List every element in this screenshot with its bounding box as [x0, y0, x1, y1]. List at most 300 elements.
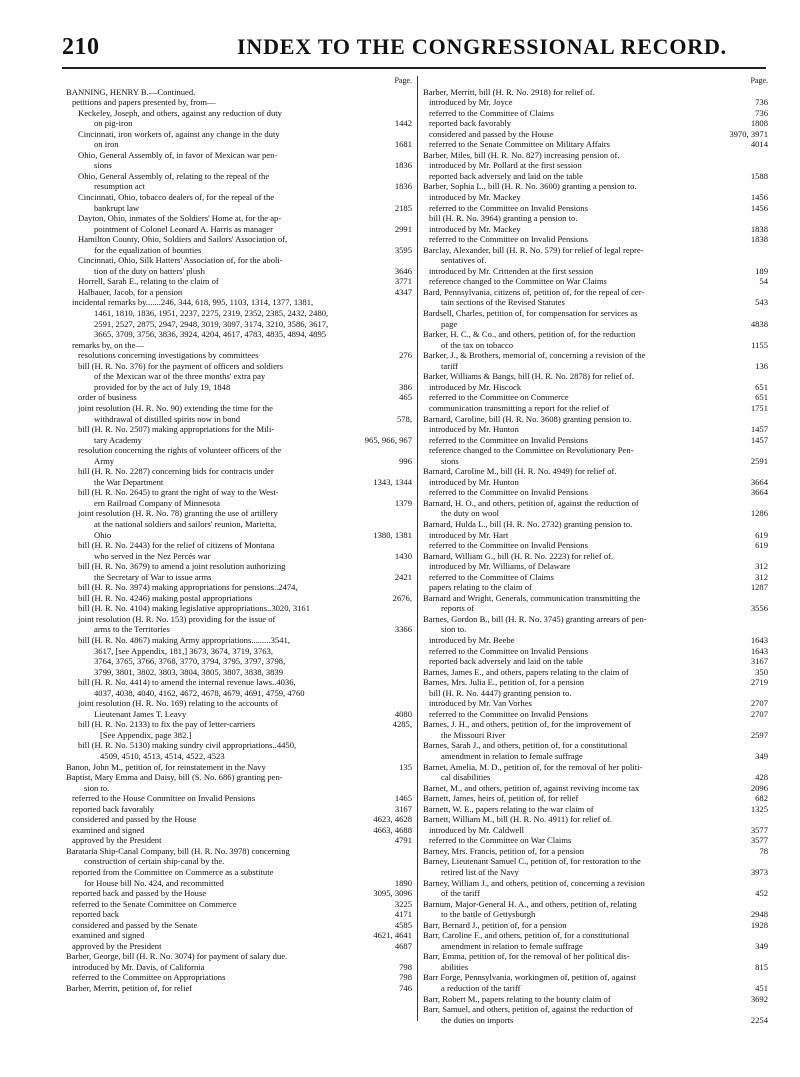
entry-text: of the Mexican war of the three months' extra pay	[94, 371, 266, 382]
entry-page-ref: 276	[399, 350, 412, 361]
entry-text: Barber, Miles, bill (H. R. No. 827) increasing pension of.	[423, 149, 620, 160]
index-entry	[66, 751, 412, 762]
entry-page-ref: 1465	[394, 793, 412, 804]
entry-text: reported back and passed by the House	[72, 888, 207, 899]
index-entry	[66, 477, 412, 488]
entry-page-ref: 1379	[394, 497, 412, 508]
entry-text: amendment in relation to female suffrage	[441, 751, 583, 761]
index-entry	[66, 181, 412, 192]
entry-text: bill (H. R. No. 2443) for the relief of citizens of Montana	[78, 540, 275, 551]
index-entry	[423, 646, 768, 657]
index-entry	[423, 593, 768, 604]
entry-page-ref: 651	[755, 392, 768, 403]
index-entry	[423, 698, 768, 709]
index-entry	[423, 519, 768, 530]
entry-text: Barr Forge, Pennsylvania, workingmen of, petition of, against	[423, 972, 636, 983]
entry-text: reported back favorably	[72, 803, 155, 814]
index-entry	[423, 688, 768, 699]
index-entry	[423, 740, 768, 751]
index-entry	[423, 941, 768, 952]
index-entry	[66, 804, 412, 815]
index-entry	[423, 171, 768, 182]
entry-text: Barclay, Alexander, bill (H. R. No. 579) for relief of legal repre-	[423, 244, 644, 255]
index-entry	[66, 814, 412, 825]
entry-text: referred to the House Committee on Invalid Pensions	[72, 793, 256, 804]
entry-page-ref: 4347	[394, 286, 412, 297]
entry-text: Barnard, Caroline M., bill (H. R. No. 4949) for relief of.	[423, 466, 617, 477]
entry-page-ref: 2991	[394, 223, 412, 234]
entry-page-ref: 4687	[394, 940, 412, 951]
left-column	[66, 76, 412, 1066]
entry-page-ref: 3366	[394, 624, 412, 635]
entry-text: papers relating to the claim of	[429, 582, 532, 593]
entry-text: Barker, J., & Brothers, memorial of, concerning a revision of the	[423, 350, 646, 361]
entry-text: for the equalization of bounties	[94, 244, 202, 255]
entry-text: introduced by Mr. Caldwell	[429, 824, 524, 835]
entry-text: Halbauer, Jacob, for a pension	[78, 286, 183, 297]
entry-text: reported back adversely and laid on the table	[429, 170, 583, 181]
index-entry	[423, 867, 768, 878]
entry-text: bill (H. R. No. 3974) making appropriations for pensions..2474,	[78, 582, 298, 593]
entry-text: [See Appendix, page 382.]	[100, 729, 192, 740]
index-entry	[423, 118, 768, 129]
right-column	[423, 76, 768, 1066]
index-entry	[66, 656, 412, 667]
entry-text: reported from the Committee on Commerce as a substitute	[72, 867, 274, 878]
index-entry	[423, 382, 768, 393]
entry-text: referred to the Committee of Claims	[429, 107, 554, 118]
entry-text: introduced by Mr. Hart	[429, 529, 509, 540]
entry-text: introduced by Mr. Crittenden at the first session	[429, 265, 594, 276]
index-entry	[423, 624, 768, 635]
entry-page-ref: 1380, 1381	[373, 529, 412, 540]
index-entry	[423, 825, 768, 836]
entry-text: reports of	[441, 603, 475, 614]
entry-page-ref: 4838	[750, 318, 768, 329]
entry-text: introduced by Mr. Hunton	[429, 424, 519, 435]
entry-text: bankrupt law	[94, 202, 140, 213]
index-entry	[423, 930, 768, 941]
index-entry	[66, 730, 412, 741]
entry-text: Barber, Sophia L., bill (H. R. No. 3600) granting a pension to.	[423, 181, 637, 192]
index-entry	[423, 1004, 768, 1015]
entry-text: Barr, Emma, petition of, for the removal of her political dis-	[423, 951, 630, 962]
entry-text: considered and passed by the Senate	[72, 919, 198, 930]
index-entry	[66, 962, 412, 973]
entry-page-ref: 1808	[750, 118, 768, 129]
index-entry	[66, 276, 412, 287]
entry-text: Barnard, Hulda L., bill (H. R. No. 2732) granting pension to.	[423, 518, 633, 529]
entry-text: the duty on wool	[441, 508, 500, 519]
entry-text: construction of certain ship-canal by the.	[84, 856, 225, 867]
entry-page-ref: 136	[755, 360, 768, 371]
index-entry	[66, 340, 412, 351]
entry-text: bill (H. R. No. 2645) to grant the right of way to the West-	[78, 487, 279, 498]
index-entry	[66, 297, 412, 308]
entry-text: resolution concerning the rights of volunteer officers of the	[78, 445, 282, 456]
entry-page-ref: 815	[755, 961, 768, 972]
header-rule	[62, 67, 766, 69]
index-entry	[66, 772, 412, 783]
page-column-heading: Page.	[750, 76, 768, 85]
entry-page-ref: 965, 966, 967	[364, 434, 412, 445]
index-entry	[66, 909, 412, 920]
entry-text: Barataria Ship-Canal Company, bill (H. R. No. 3978) concerning	[66, 845, 290, 856]
index-entry	[66, 435, 412, 446]
index-entry	[423, 287, 768, 298]
index-entry	[423, 97, 768, 108]
entry-text: Barr, Samuel, and others, petition of, against the reduction of	[423, 1004, 633, 1015]
index-entry	[66, 498, 412, 509]
index-entry	[66, 108, 412, 119]
entry-page-ref: 451	[755, 983, 768, 994]
entry-page-ref: 3646	[394, 265, 412, 276]
entry-page-ref: 78	[759, 845, 768, 856]
entry-text: Barnard, H. O., and others, petition of, against the reduction of	[423, 497, 639, 508]
entry-text: Barnard, William G., bill (H. R. No. 2223) for relief of.	[423, 550, 614, 561]
entry-text: for House bill No. 424, and recommitted	[84, 877, 224, 888]
entry-page-ref: 135	[399, 761, 412, 772]
entry-text: tain sections of the Revised Statutes	[441, 297, 565, 308]
entry-page-ref: 2591	[750, 455, 768, 466]
entry-text: referred to the Committee on War Claims	[429, 835, 572, 846]
entry-page-ref: 1588	[750, 170, 768, 181]
entry-text: who served in the Nez Percés war	[94, 550, 211, 561]
entry-text: Barber, Merritt, petition of, for relief	[66, 983, 193, 994]
entry-page-ref: 3095, 3096	[373, 888, 412, 899]
index-entry	[66, 160, 412, 171]
entry-page-ref: 349	[755, 751, 768, 761]
entry-page-ref: 2597	[750, 729, 768, 740]
index-entry	[423, 603, 768, 614]
entry-text: reported back adversely and laid on the table	[429, 656, 583, 667]
entry-text: Barnard, Caroline, bill (H. R. No. 3608) granting pension to.	[423, 413, 632, 424]
index-entry	[423, 361, 768, 372]
entry-page-ref: 578,	[396, 413, 412, 424]
index-entry	[66, 392, 412, 403]
index-entry	[66, 329, 412, 340]
entry-page-ref: 3692	[750, 993, 768, 1004]
entry-text: referred to the Senate Committee on Commerce	[72, 898, 237, 909]
entry-page-ref: 1836	[394, 160, 412, 171]
entry-page-ref: 4791	[394, 835, 412, 846]
entry-page-ref: 2719	[750, 677, 768, 688]
entry-text: bill (H. R. No. 4867) making Army appropriations.........3541,	[78, 634, 290, 645]
entry-text: Barker, H. C., & Co., and others, petition of, for the reduction	[423, 329, 636, 340]
entry-text: considered and passed by the House	[72, 814, 197, 825]
index-entry	[423, 424, 768, 435]
index-entry	[423, 445, 768, 456]
entry-text: examined and signed	[72, 930, 145, 941]
index-entry	[66, 540, 412, 551]
index-entry	[66, 403, 412, 414]
index-entry	[423, 329, 768, 340]
entry-text: Barney, William J., and others, petition of, concerning a revision	[423, 877, 645, 888]
index-entry	[66, 688, 412, 699]
entry-page-ref: 2185	[394, 202, 412, 213]
index-entry	[423, 835, 768, 846]
entry-text: introduced by Mr. Davis, of California	[72, 961, 205, 972]
index-entry	[66, 593, 412, 604]
index-entry	[423, 129, 768, 140]
entry-page-ref: 4080	[394, 708, 412, 719]
entry-text: a reduction of the tariff	[441, 983, 521, 994]
entry-page-ref: 2948	[750, 909, 768, 920]
index-entry	[423, 814, 768, 825]
entry-text: Barnes, Gordon B., bill (H. R. No. 3745) granting arrears of pen-	[423, 613, 647, 624]
entry-text: bill (H. R. No. 3679) to amend a joint resolution authorizing	[78, 561, 286, 572]
index-entry	[423, 888, 768, 899]
entry-text: sions	[94, 160, 112, 171]
entry-page-ref: 1155	[751, 339, 768, 350]
entry-text: 3665, 3709, 3756, 3836, 3924, 4204, 4617, 4783, 4835, 4894, 4895	[94, 329, 327, 340]
index-entry	[66, 867, 412, 878]
index-entry	[423, 856, 768, 867]
entry-page-ref: 1643	[750, 634, 768, 645]
index-entry	[423, 319, 768, 330]
entry-text: sion to.	[84, 782, 110, 793]
entry-page-ref: 54	[759, 276, 768, 287]
entry-text: 2591, 2527, 2875, 2947, 2948, 3019, 3097, 3174, 3210, 3586, 3617,	[94, 318, 329, 329]
index-entry	[423, 551, 768, 562]
index-entry	[423, 203, 768, 214]
index-entry	[423, 308, 768, 319]
index-entry	[66, 614, 412, 625]
entry-text: bill (H. R. No. 3964) granting a pension to.	[429, 213, 578, 224]
entry-page-ref: 428	[755, 772, 768, 783]
index-entry	[423, 635, 768, 646]
entry-text: Barr, Bernard J., petition of, for a pension	[423, 919, 567, 930]
entry-page-ref: 543	[755, 297, 768, 308]
entry-text: Ohio, General Assembly of, relating to the repeal of the	[78, 170, 270, 181]
index-entry	[66, 245, 412, 256]
index-entry	[66, 561, 412, 572]
entry-page-ref: 3771	[394, 276, 412, 287]
entry-page-ref: 1457	[750, 434, 768, 445]
entry-text: reported back	[72, 909, 120, 920]
entry-text: introduced by Mr. Mackey	[429, 223, 521, 234]
entry-page-ref: 1838	[750, 234, 768, 245]
entry-page-ref: 1430	[394, 550, 412, 561]
entry-page-ref: 1681	[394, 139, 412, 150]
index-entry	[423, 255, 768, 266]
index-entry	[423, 772, 768, 783]
index-entry	[66, 856, 412, 867]
index-entry	[66, 234, 412, 245]
entry-page-ref: 736	[755, 97, 768, 108]
page-column-heading: Page.	[394, 76, 412, 85]
entry-page-ref: 4585	[394, 919, 412, 930]
entry-text: referred to the Committee on Invalid Pensions	[429, 434, 588, 445]
index-entry	[66, 319, 412, 330]
entry-text: provided for by the act of July 19, 1848	[94, 381, 231, 392]
entry-page-ref: 4285,	[392, 719, 412, 730]
entry-text: at the national soldiers and sailors' reunion, Marietta,	[94, 518, 277, 529]
entry-page-ref: 1456	[750, 192, 768, 203]
entry-text: referred to the Committee on Invalid Pensions	[429, 540, 588, 551]
index-entry	[66, 667, 412, 678]
index-entry	[423, 582, 768, 593]
index-entry	[66, 825, 412, 836]
entry-text: tariff	[441, 360, 459, 371]
entry-text: bill (H. R. No. 376) for the payment of officers and soldiers	[78, 360, 284, 371]
entry-text: Barr, Caroline F., and others, petition of, for a constitutional	[423, 930, 630, 941]
index-entry	[66, 87, 412, 98]
entry-page-ref: 3664	[750, 476, 768, 487]
entry-text: sions	[441, 455, 459, 466]
index-entry	[66, 941, 412, 952]
index-entry	[66, 624, 412, 635]
index-entry	[66, 414, 412, 425]
index-entry	[66, 118, 412, 129]
index-entry	[423, 656, 768, 667]
entry-page-ref: 349	[755, 940, 768, 951]
index-entry	[423, 846, 768, 857]
entry-text: bill (H. R. No. 2133) to fix the pay of letter-carriers	[78, 719, 256, 730]
entry-text: on pig-iron	[94, 118, 133, 129]
index-entry	[423, 762, 768, 773]
entry-page-ref: 619	[755, 540, 768, 551]
entry-text: reported back favorably	[429, 118, 512, 129]
entry-text: Baptist, Mary Emma and Daisy, bill (S. No. 686) granting pen-	[66, 772, 283, 783]
index-entry	[66, 983, 412, 994]
index-entry	[66, 793, 412, 804]
entry-text: Bard, Pennsylvania, citizens of, petition of, for the repeal of cer-	[423, 286, 645, 297]
entry-text: joint resolution (H. R. No. 169) relating to the accounts of	[78, 698, 278, 709]
entry-page-ref: 3973	[750, 867, 768, 878]
entry-text: Barney, Lieutenant Samuel C., petition of, for restoration to the	[423, 856, 641, 867]
index-entry	[423, 371, 768, 382]
index-entry	[423, 951, 768, 962]
entry-text: joint resolution (H. R. No. 90) extending the time for the	[78, 402, 273, 413]
entry-page-ref: 1890	[394, 877, 412, 888]
entry-text: 3617, [see Appendix, 181,] 3673, 3674, 3719, 3763,	[94, 645, 274, 656]
index-entry	[66, 150, 412, 161]
entry-text: petitions and papers presented by, from—	[72, 97, 216, 108]
entry-text: approved by the President	[72, 940, 162, 951]
index-entry	[423, 730, 768, 741]
index-entry	[423, 793, 768, 804]
entry-text: Barber, George, bill (H. R. No. 3074) for payment of salary due.	[66, 951, 288, 962]
index-entry	[66, 930, 412, 941]
entry-text: joint resolution (H. R. No. 153) providing for the issue of	[78, 613, 276, 624]
column-divider	[417, 76, 418, 1021]
entry-text: Barnett, W. E., papers relating to the war claim of	[423, 803, 594, 814]
entry-text: resumption act	[94, 181, 145, 192]
entry-text: approved by the President	[72, 835, 162, 846]
index-entry	[66, 456, 412, 467]
entry-text: bill (H. R. No. 4447) granting pension to.	[429, 687, 572, 698]
entry-page-ref: 1928	[750, 919, 768, 930]
index-entry	[66, 899, 412, 910]
index-entry	[423, 139, 768, 150]
index-entry	[423, 297, 768, 308]
index-entry	[66, 835, 412, 846]
entry-text: Barnes, Sarah J., and others, petition of, for a constitutional	[423, 740, 628, 751]
entry-text: introduced by Mr. Beebe	[429, 634, 515, 645]
entry-text: Hamilton County, Ohio, Soldiers and Sailors' Association of,	[78, 234, 288, 245]
entry-text: Ohio, General Assembly of, in favor of Mexican war pen-	[78, 149, 278, 160]
index-entry	[66, 203, 412, 214]
index-entry	[66, 646, 412, 657]
entry-page-ref: 682	[755, 793, 768, 804]
entry-page-ref: 1751	[750, 402, 768, 413]
entry-text: Barnes, Mrs. Julia E., petition of, for a pension	[423, 677, 585, 688]
entry-text: incidental remarks by.......246, 344, 618, 995, 1103, 1314, 1377, 1381,	[72, 297, 314, 308]
entry-page-ref: 798	[399, 961, 412, 972]
entry-page-ref: 2254	[750, 1014, 768, 1025]
index-entry	[66, 213, 412, 224]
entry-text: Cincinnati, iron workers of, against any change in the duty	[78, 128, 280, 139]
index-entry	[66, 572, 412, 583]
entry-text: referred to the Senate Committee on Military Affairs	[429, 139, 610, 150]
index-entry	[423, 508, 768, 519]
entry-page-ref: 3577	[750, 835, 768, 846]
entry-text: of the tax on tobacco	[441, 339, 514, 350]
entry-text: Barr, Robert M., papers relating to the bounty claim of	[423, 993, 611, 1004]
entry-text: resolutions concerning investigations by committees	[78, 350, 259, 361]
entry-text: Barker, Williams & Bangs, bill (H. R. No. 2878) for relief of.	[423, 371, 634, 382]
entry-page-ref: 3167	[750, 656, 768, 667]
entry-text: tion of the duty on batters' plush	[94, 265, 205, 276]
entry-page-ref: 1343, 1344	[373, 476, 412, 487]
index-entry	[66, 551, 412, 562]
index-entry	[66, 350, 412, 361]
entry-text: Barnet, M., and others, petition of, against reviving income tax	[423, 782, 640, 793]
index-entry	[423, 477, 768, 488]
index-entry	[66, 361, 412, 372]
index-entry	[66, 519, 412, 530]
index-entry	[66, 129, 412, 140]
entry-text: Barnes, J. H., and others, petition of, for the improvement of	[423, 719, 632, 730]
entry-text: reference changed to the Committee on Revolutionary Pen-	[429, 445, 634, 456]
index-entry	[66, 192, 412, 203]
entry-page-ref: 4623, 4628	[373, 814, 412, 825]
entry-page-ref: 746	[399, 983, 412, 994]
entry-page-ref: 4663, 4688	[373, 824, 412, 835]
index-entry	[423, 266, 768, 277]
index-entry	[423, 677, 768, 688]
index-entry	[423, 150, 768, 161]
index-entry	[66, 371, 412, 382]
entry-text: referred to the Committee on Commerce	[429, 392, 569, 403]
entry-text: arms to the Territories	[94, 624, 170, 635]
entry-text: order of business	[78, 392, 137, 403]
entry-page-ref: 2707	[750, 698, 768, 709]
entry-page-ref: 3595	[394, 244, 412, 255]
entry-page-ref: 1286	[750, 508, 768, 519]
index-entry	[66, 740, 412, 751]
index-entry	[66, 972, 412, 983]
index-entry	[66, 466, 412, 477]
index-entry	[66, 171, 412, 182]
page-header	[62, 34, 762, 64]
index-entry	[423, 87, 768, 98]
entry-text: Barber, Merritt, bill (H. R. No. 2918) for relief of.	[423, 86, 595, 97]
entry-text: introduced by Mr. Williams, of Delaware	[429, 561, 571, 572]
entry-page-ref: 1287	[750, 582, 768, 593]
entry-text: Barnes, James E., and others, papers relating to the claim of	[423, 666, 629, 677]
index-entry	[66, 266, 412, 277]
index-entry	[66, 445, 412, 456]
index-entry	[66, 97, 412, 108]
entry-page-ref: 350	[755, 666, 768, 677]
index-entry	[423, 1015, 768, 1026]
entry-text: referred to the Committee on Invalid Pensions	[429, 234, 588, 245]
entry-text: the duties on imports	[441, 1014, 514, 1025]
index-entry	[423, 245, 768, 256]
index-entry	[423, 530, 768, 541]
